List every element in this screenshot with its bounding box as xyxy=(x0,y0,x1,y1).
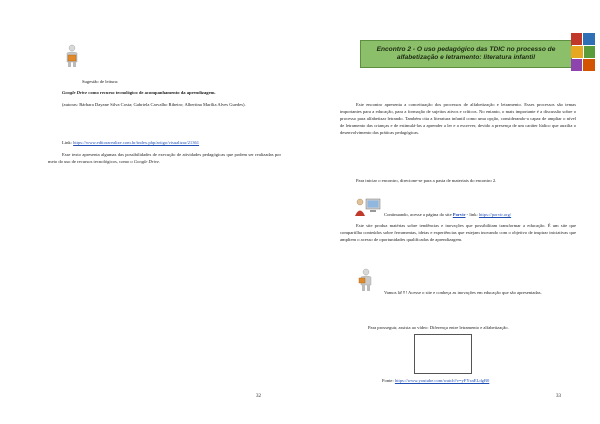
continue-line xyxy=(384,212,584,219)
banner-title: Encontro 2 - O uso pedagógico das TDIC no processo de alfabetização e letramento: literatura infantil xyxy=(376,46,556,61)
description-text: Esse texto apresenta algumas das possibilidades de execução de atividades pedagógicas que podem ser realizadas por meio do uso de recursos tecnológicos, como o xyxy=(48,152,281,164)
pointing-figure-icon xyxy=(357,268,375,292)
page-number-left: 32 xyxy=(256,394,261,399)
computer-user-icon xyxy=(354,196,382,218)
porvir-site-link[interactable]: Porvir xyxy=(452,212,466,217)
call-to-action: Vamos lá!!!! Acesse o site e conheça as inovações em educação que são apresentadas. xyxy=(384,290,542,295)
link-label: Link: xyxy=(62,140,74,145)
article-authors: (autoras: Bárbara Dayane Silva Costa; Gabriela Carvalho Ribeiro; Albertina Marília Alves Guedes). xyxy=(62,102,246,107)
start-line: Para iniciar o encontro, direcione-se para a pasta de materiais do encontro 2. xyxy=(356,178,497,183)
article-description xyxy=(48,152,281,166)
continue-mid: - link: xyxy=(465,212,479,217)
article-title-line xyxy=(62,90,282,97)
reader-figure-icon xyxy=(62,44,82,68)
intro-paragraph: Este encontro apresenta a conceituação dos processos de alfabetização e letramento. Esses processos são temas importantes para a educação, para a formação de sujeitos ativos e críticos. No entanto, o mais importante é a discussão sobre o processo para alfabetizar letrando. Também cita a literatura infantil como uma opção, considerando-a capaz de ampliar o nível de letramento das crianças e de estimulá-las a aprender a ler e a escrever, devido a presença de um caráter lúdico que auxilia o desenvolvimento das práticas pedagógicas. xyxy=(340,102,576,135)
article-title-tool: Google Drive xyxy=(62,90,88,95)
site-description: Este site produz matérias sobre tendências e inovações que possibilitam transformar a educação. É um site que compartilha conteúdos sobre ferramentas, ideias e experiências que estejam inovando com o objetivo de inspirar iniciativas que ampliem o acesso de oportunidades qualificadas de aprendizagem. xyxy=(340,223,576,242)
page-number-right: 33 xyxy=(556,394,561,399)
video-intro: Para prosseguir, assista ao vídeo: Diferença entre letramento e alfabetização. xyxy=(368,325,509,330)
books-collage-icon xyxy=(571,33,595,71)
article-title-rest: como recurso tecnológico de acompanhamento da aprendizagem. xyxy=(87,90,216,95)
description-end: Google Drive. xyxy=(133,158,161,164)
porvir-url-link[interactable]: https://porvir.org/ xyxy=(478,212,512,217)
video-source-link[interactable]: https://www.youtube.com/watch?v=yFYsnELdgB0 xyxy=(394,378,490,383)
article-link[interactable]: https://www.editorarealize.com.br/index.php/artigo/visualizar/21361 xyxy=(73,140,200,145)
source-line xyxy=(382,378,582,385)
continue-prefix: Continuando, acesse a página do site xyxy=(384,212,453,217)
article-link-line xyxy=(62,140,287,147)
source-label: Fonte: xyxy=(382,378,395,383)
encounter-banner xyxy=(360,40,572,68)
video-placeholder[interactable] xyxy=(414,334,472,374)
suggestion-title: Sugestão de leitura: xyxy=(82,79,119,84)
